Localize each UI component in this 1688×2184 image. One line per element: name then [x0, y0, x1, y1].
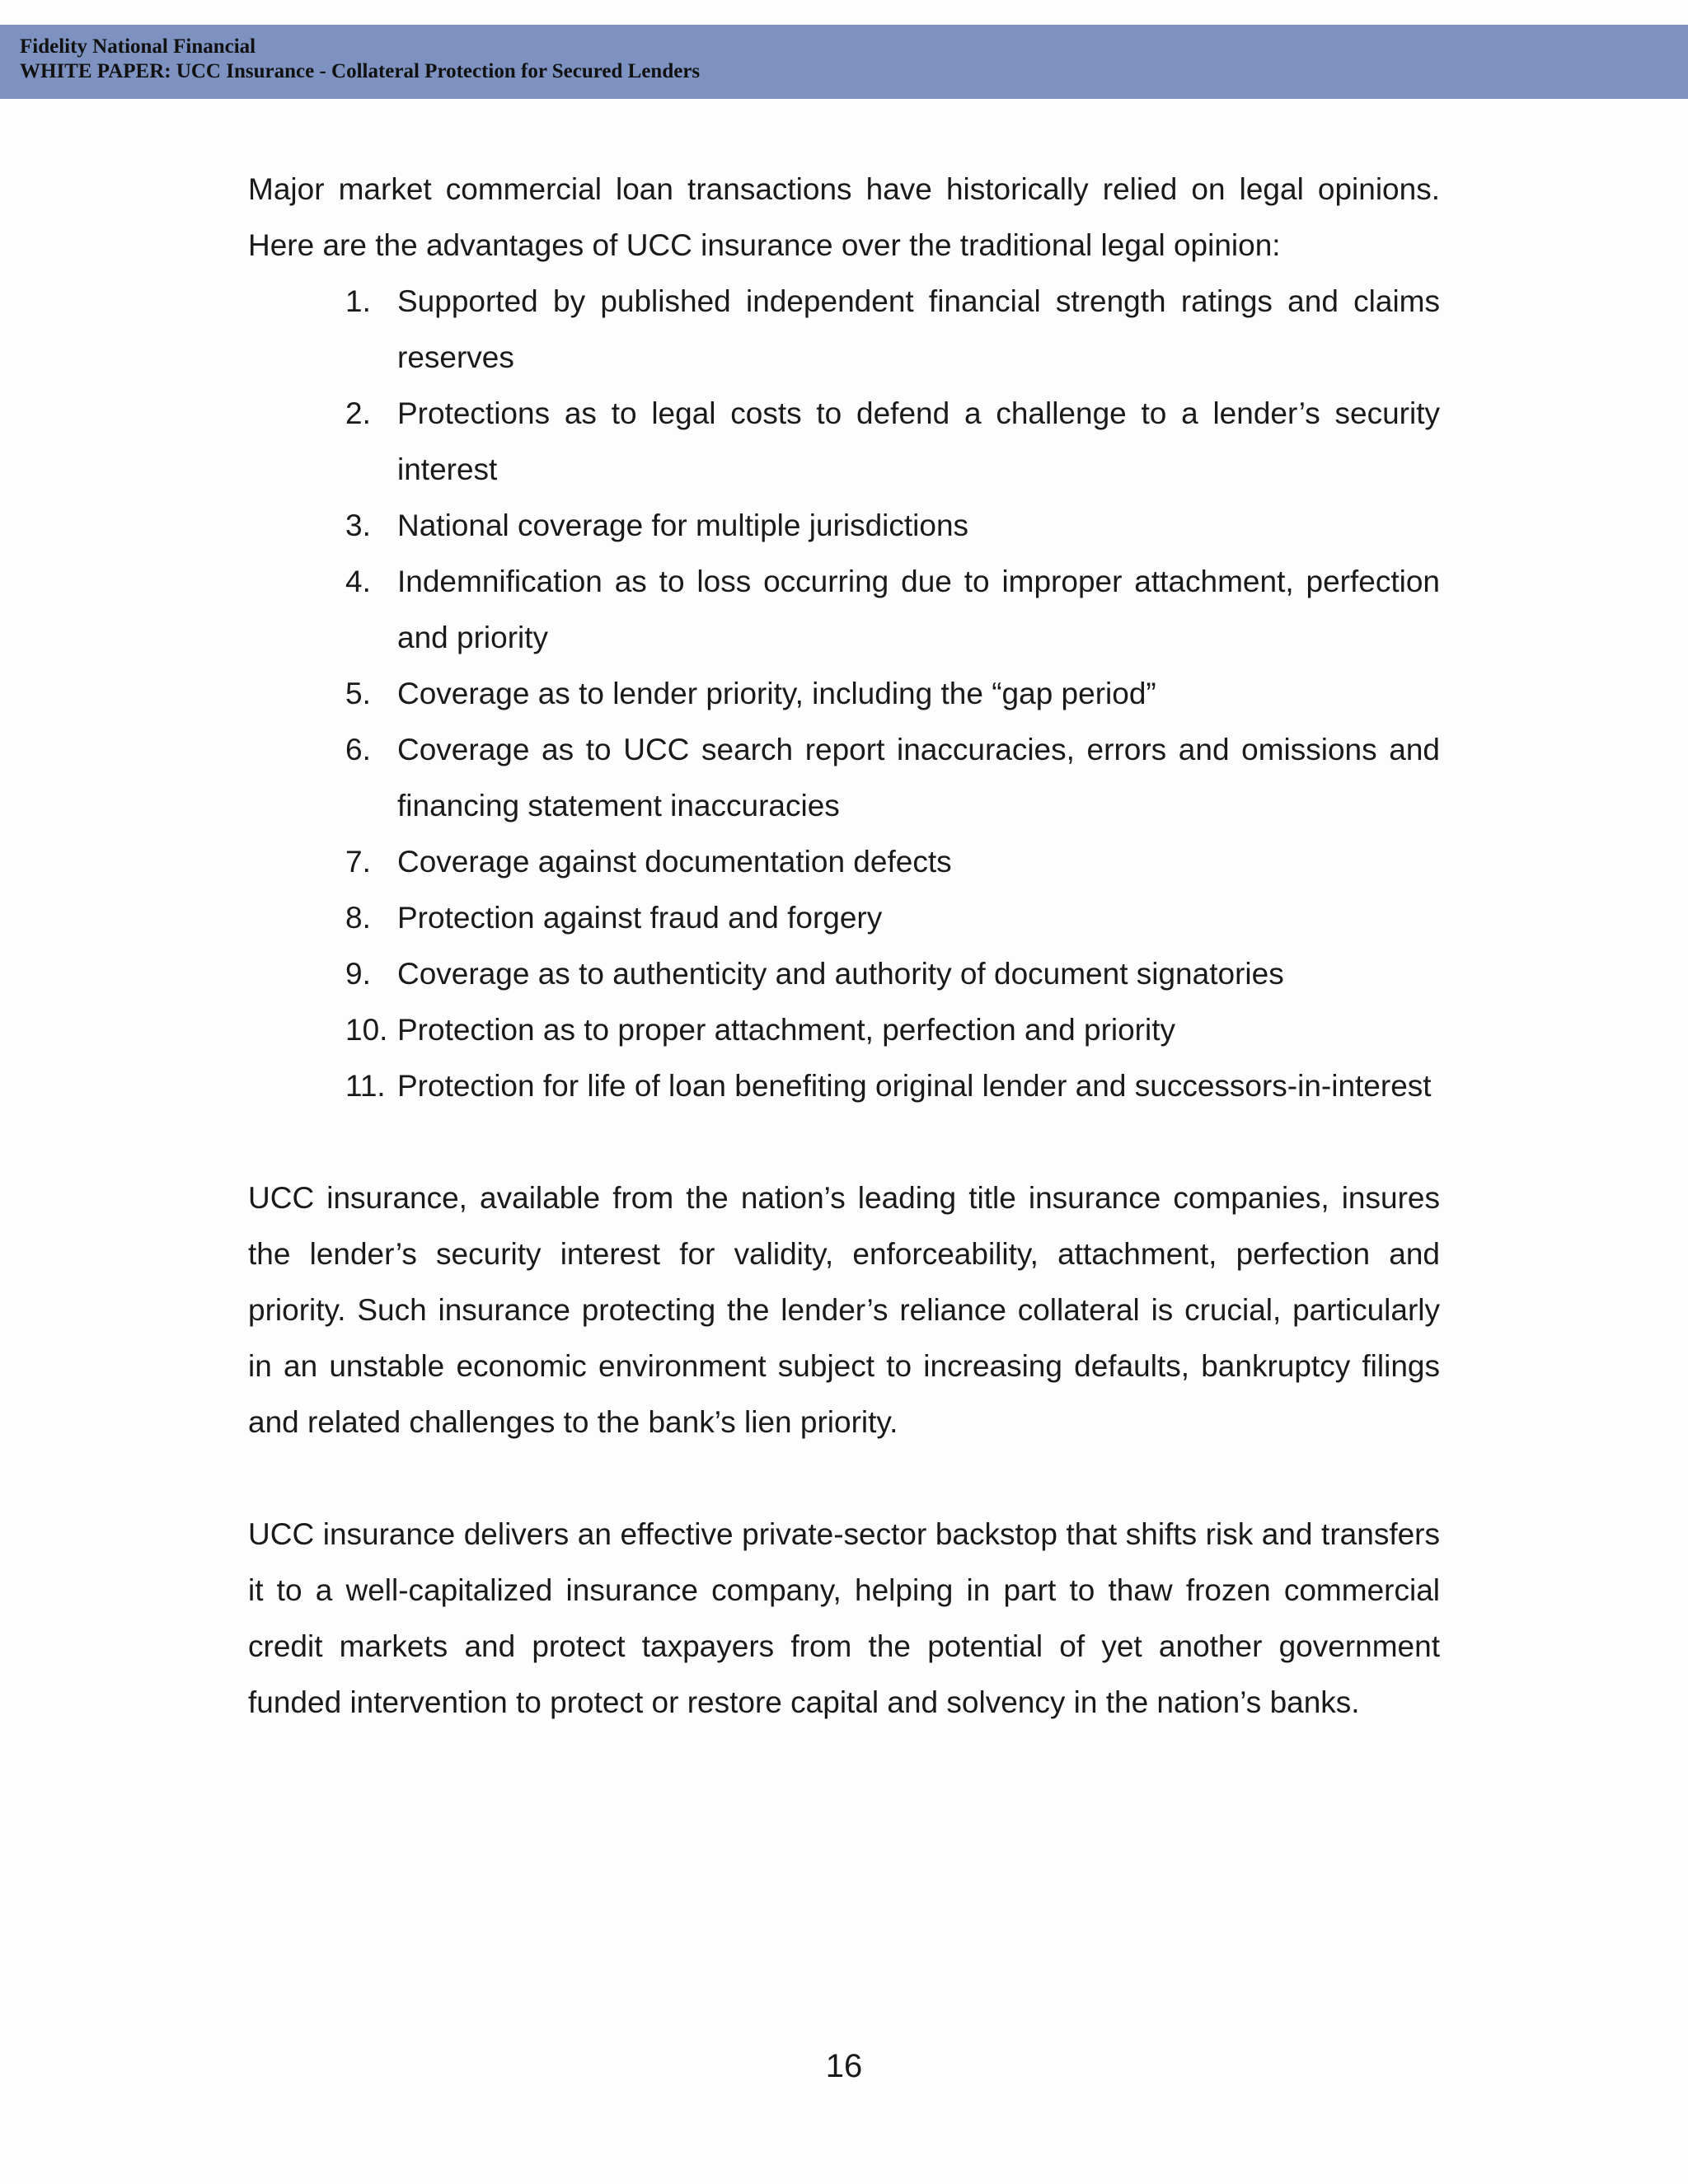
list-item — [248, 946, 1440, 1002]
intro-paragraph: Major market commercial loan transactions have historically relied on legal opinions. Here are the advantages of UCC insurance over the traditional legal opinion: — [248, 172, 1440, 262]
list-number: 5. — [345, 677, 371, 710]
list-number: 6. — [345, 733, 371, 766]
insurance-paragraph: UCC insurance, available from the nation’s leading title insurance companies, insures the lender’s security interest for validity, enforceability, attachment, perfection and priority. Such insurance protecting the lender’s reliance collateral is crucial, particularly in an unstable economic environment subject to increasing defaults, bankruptcy filings and related challenges to the bank’s lien priority. — [248, 1181, 1440, 1439]
list-item-text: Protection as to proper attachment, perfection and priority — [397, 1013, 1176, 1047]
document-header — [0, 25, 1688, 99]
list-number: 3. — [345, 509, 371, 542]
advantages-list — [248, 274, 1440, 1114]
list-item-text: Coverage as to UCC search report inaccuracies, errors and omissions and financing statement inaccuracies — [397, 733, 1440, 823]
page-number: 16 — [825, 2048, 863, 2084]
page-content — [248, 162, 1440, 1731]
list-number: 9. — [345, 957, 371, 991]
list-item — [248, 554, 1440, 666]
list-item-text: Coverage as to authenticity and authority of document signatories — [397, 957, 1284, 991]
list-number: 10. — [345, 1013, 388, 1047]
list-item-text: Coverage against documentation defects — [397, 845, 952, 879]
list-item — [248, 890, 1440, 946]
list-item — [248, 834, 1440, 890]
list-item — [248, 666, 1440, 722]
backstop-paragraph: UCC insurance delivers an effective private-sector backstop that shifts risk and transfers it to a well-capitalized insurance company, helping in part to thaw frozen commercial credit markets and protect taxpayers from the potential of yet another government funded intervention to protect or restore capital and solvency in the nation’s banks. — [248, 1517, 1440, 1719]
list-item — [248, 386, 1440, 498]
list-item — [248, 274, 1440, 386]
list-number: 8. — [345, 901, 371, 935]
list-item-text: Protection against fraud and forgery — [397, 901, 883, 935]
list-item-text: Indemnification as to loss occurring due to improper attachment, perfection and priority — [397, 565, 1440, 654]
header-company: Fidelity National Financial — [20, 35, 256, 58]
list-item — [248, 1002, 1440, 1058]
list-item — [248, 1058, 1440, 1114]
list-number: 4. — [345, 565, 371, 598]
list-item — [248, 498, 1440, 554]
list-item — [248, 722, 1440, 834]
list-number: 11. — [345, 1069, 386, 1103]
list-number: 7. — [345, 845, 371, 879]
header-title: WHITE PAPER: UCC Insurance - Collateral Protection for Secured Lenders — [20, 60, 701, 82]
list-item-text: Coverage as to lender priority, including the “gap period” — [397, 677, 1156, 710]
list-item-text: Supported by published independent financial strength ratings and claims reserves — [397, 284, 1440, 374]
list-number: 2. — [345, 396, 371, 430]
list-item-text: Protection for life of loan benefiting original lender and successors-in-interest — [397, 1069, 1432, 1103]
list-number: 1. — [345, 284, 371, 318]
list-item-text: National coverage for multiple jurisdictions — [397, 509, 969, 542]
list-item-text: Protections as to legal costs to defend a challenge to a lender’s security interest — [397, 396, 1440, 486]
